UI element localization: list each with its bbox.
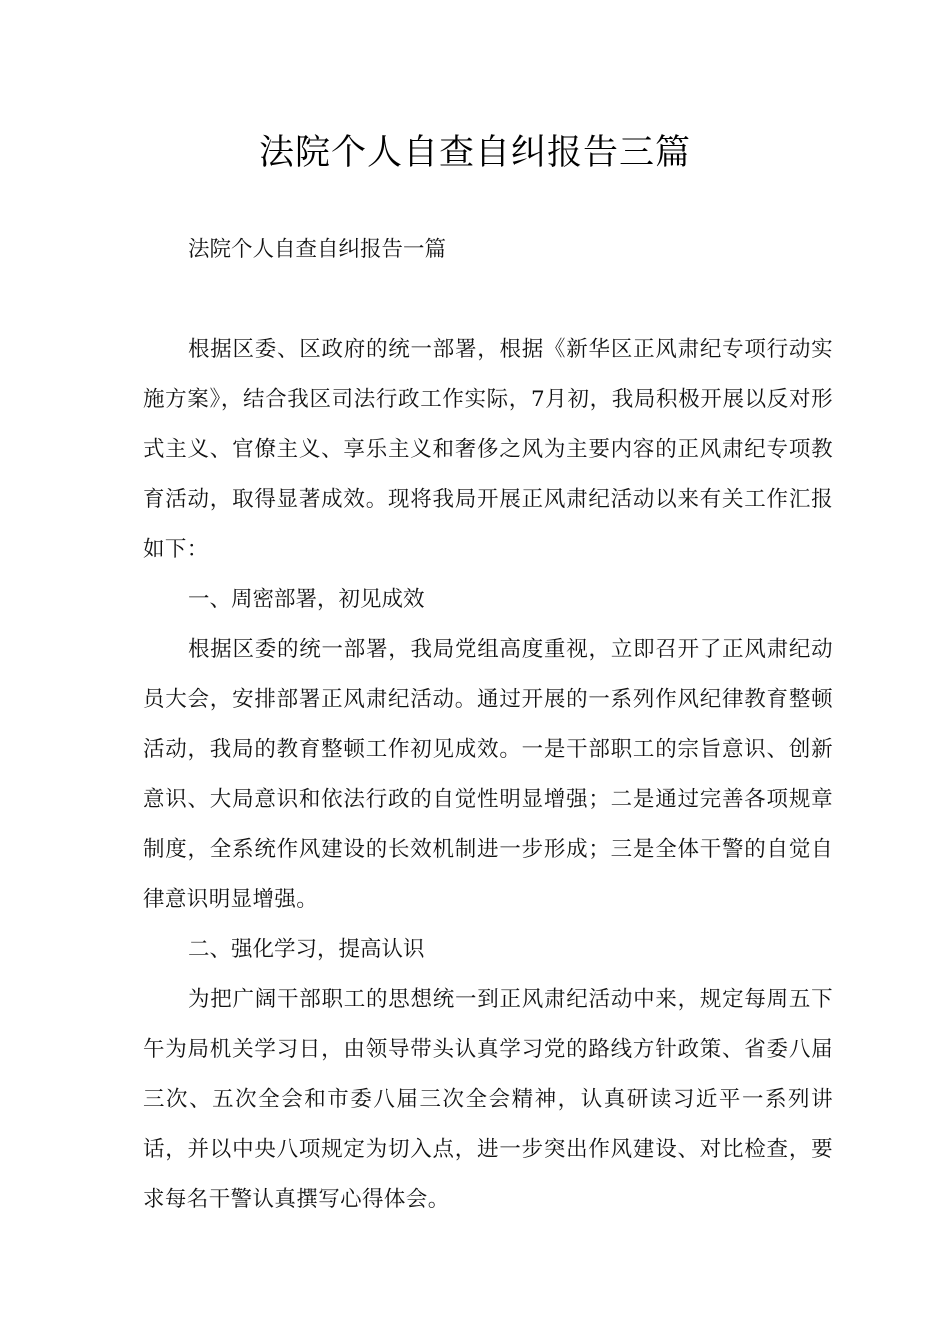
section-heading-2: 二、强化学习，提高认识: [188, 937, 425, 962]
document-subtitle: 法院个人自查自纠报告一篇: [188, 237, 447, 262]
paragraph-intro: 根据区委、区政府的统一部署，根据《新华区正风肃纪专项行动实施方案》，结合我区司法行政工作实际，7月初，我局积极开展以反对形式主义、官僚主义、享乐主义和奢侈之风为主要内容的正风肃纪专项教育活动，取得显著成效。现将我局开展正风肃纪活动以来有关工作汇报如下：: [143, 337, 833, 562]
blank-line: [143, 275, 833, 325]
document-title: 法院个人自查自纠报告三篇: [258, 133, 691, 173]
section-heading-1: 一、周密部署，初见成效: [188, 587, 425, 612]
document-body: [143, 225, 833, 1225]
paragraph-section-1: 根据区委的统一部署，我局党组高度重视，立即召开了正风肃纪动员大会，安排部署正风肃纪活动。通过开展的一系列作风纪律教育整顿活动，我局的教育整顿工作初见成效。一是干部职工的宗旨意识、创新意识、大局意识和依法行政的自觉性明显增强；二是通过完善各项规章制度，全系统作风建设的长效机制进一步形成；三是全体干警的自觉自律意识明显增强。: [143, 637, 833, 912]
paragraph-section-2: 为把广阔干部职工的思想统一到正风肃纪活动中来，规定每周五下午为局机关学习日，由领导带头认真学习党的路线方针政策、省委八届三次、五次全会和市委八届三次全会精神，认真研读习近平一系列讲话，并以中央八项规定为切入点，进一步突出作风建设、对比检查，要求每名干警认真撰写心得体会。: [143, 987, 833, 1212]
